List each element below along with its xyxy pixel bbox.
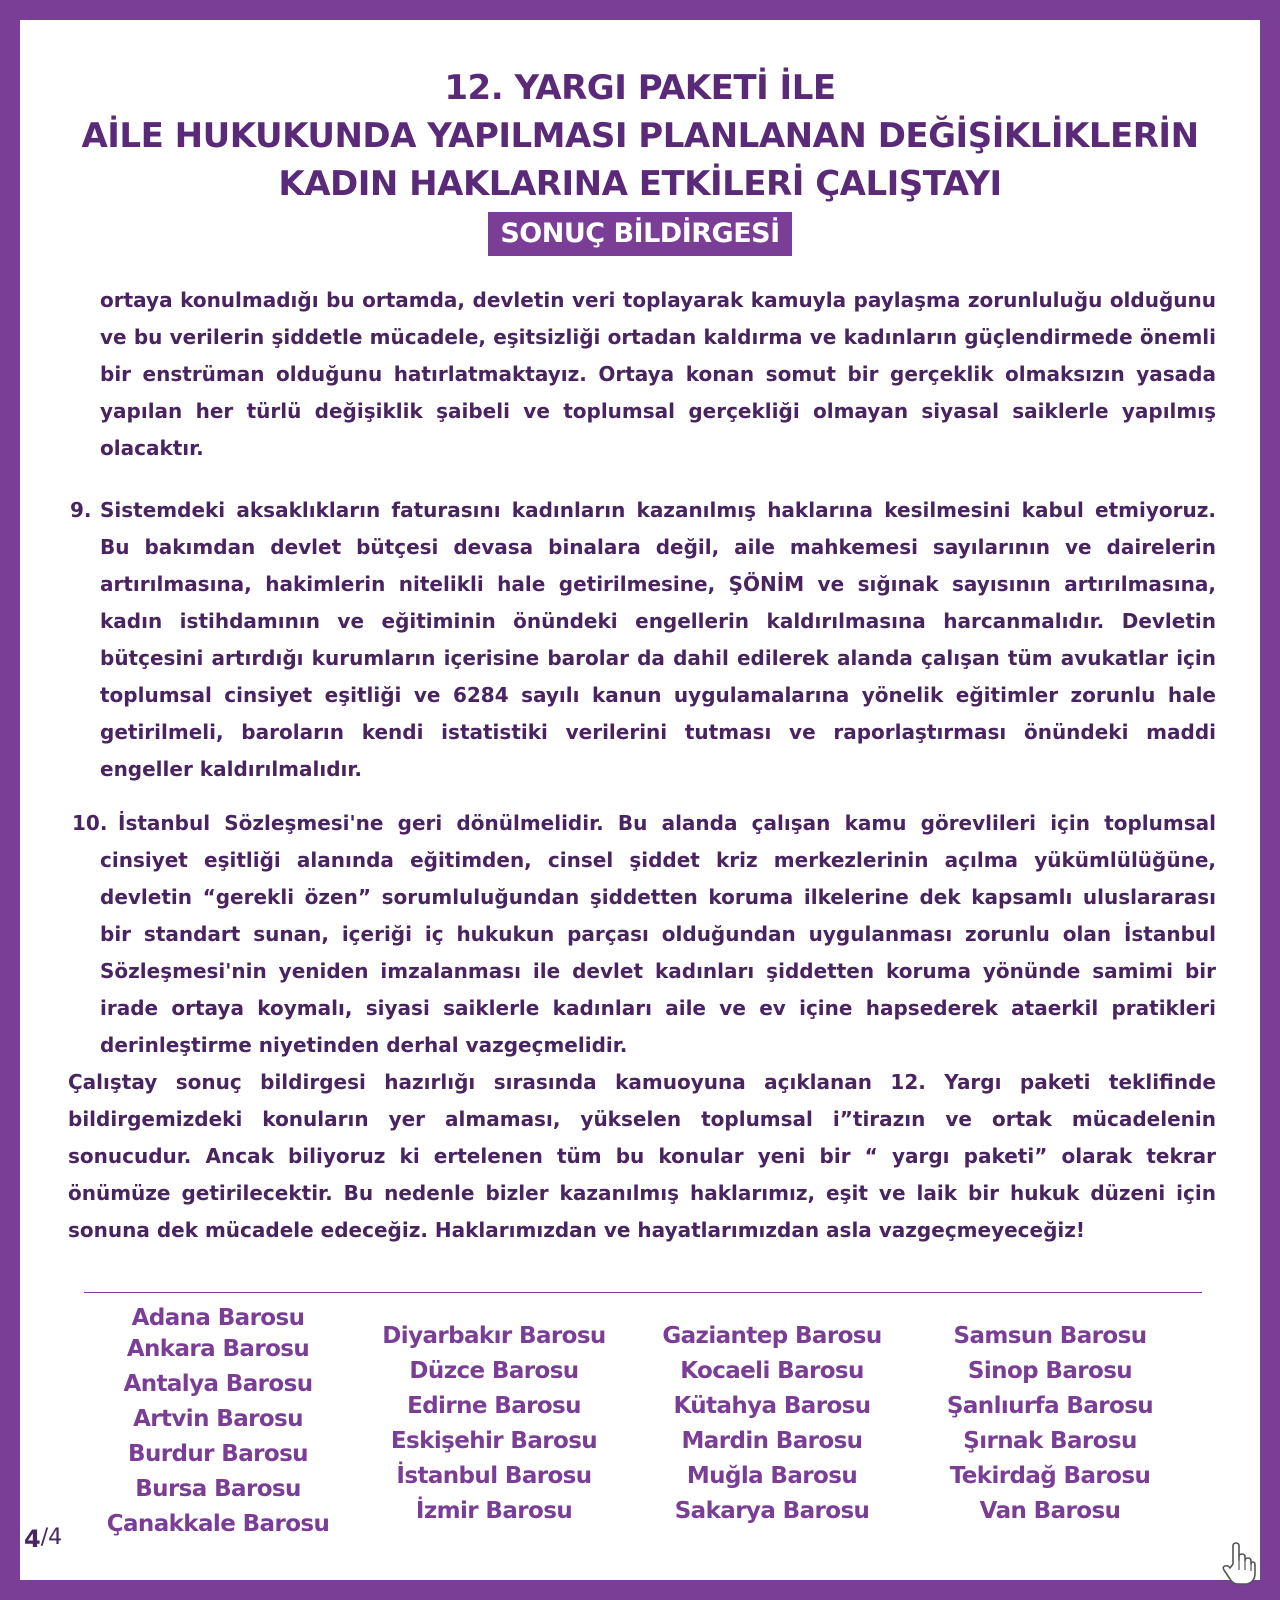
- list-item: [72, 805, 1216, 1064]
- bar-name: Düzce Barosu: [409, 1358, 579, 1384]
- closing-paragraph: Çalıştay sonuç bildirgesi hazırlığı sırasında kamuoyuna açıklanan 12. Yargı paketi teklifinde bildirgemizdeki konuların yer almaması, yükselen toplumsal i”tirazın ve ortak mücadelenin sonucudur. Ancak biliyoruz ki ertelenen tüm bu konular yeni bir “ yargı paketi” olarak tekrar önümüze getirilecektir. Bu nedenle bizler kazanılmış haklarımız, eşit ve laik bir hukuk düzeni için sonuna dek mücadele edeceğiz. Haklarımızdan ve hayatlarımızdan asla vazgeçmeyeceğiz!: [68, 1070, 1216, 1242]
- page-title: [20, 64, 1260, 208]
- bar-name: Burdur Barosu: [128, 1441, 308, 1467]
- bar-name: Adana Barosu: [131, 1305, 305, 1331]
- page-current: 4: [24, 1525, 41, 1553]
- bar-name: İstanbul Barosu: [396, 1463, 592, 1489]
- bar-name: Kocaeli Barosu: [680, 1358, 864, 1384]
- list-item-number: 10.: [72, 811, 108, 835]
- bar-name: İzmir Barosu: [415, 1498, 573, 1524]
- bar-name: Samsun Barosu: [953, 1323, 1147, 1349]
- title-line-2: AİLE HUKUKUNDA YAPILMASI PLANLANAN DEĞİŞİKLİKLERİN: [81, 116, 1199, 156]
- bar-name: Ankara Barosu: [126, 1336, 310, 1362]
- bar-column-1: [78, 1304, 358, 1542]
- title-line-1: 12. YARGI PAKETİ İLE: [444, 68, 836, 108]
- page-number: [24, 1525, 62, 1553]
- bar-name: Edirne Barosu: [407, 1393, 581, 1419]
- list-item-number: 9.: [70, 498, 92, 522]
- hand-pointer-icon[interactable]: [1222, 1540, 1256, 1586]
- list-item-text: İstanbul Sözleşmesi'ne geri dönülmelidir. Bu alanda çalışan kamu görevlileri için toplumsal cinsiyet eşitliği alanında eğitimden, cinsel şiddet kriz merkezlerinin açılma yükümlülüğüne, devletin “gerekli özen” sorumluluğundan şiddetten koruma ilkelerine dek kapsamlı uluslararası bir standart sunan, içeriği iç hukukun parçası olduğundan uygulanması zorunlu olan İstanbul Sözleşmesi'nin yeniden imzalanması ile devlet kadınları şiddetten koruma yönünde samimi bir irade ortaya koymalı, siyasi saiklerle kadınları aile ve ev içine hapsederek ataerkil pratikleri derinleştirme niyetinden derhal vazgeçmelidir.: [100, 811, 1216, 1057]
- page-total: /4: [40, 1525, 63, 1550]
- divider: [84, 1292, 1202, 1293]
- bar-name: Şırnak Barosu: [963, 1428, 1137, 1454]
- bar-name: Sinop Barosu: [967, 1358, 1133, 1384]
- bar-name: Şanlıurfa Barosu: [946, 1393, 1154, 1419]
- bar-name: Sakarya Barosu: [674, 1498, 870, 1524]
- bar-column-4: [910, 1319, 1190, 1529]
- bar-name: Mardin Barosu: [681, 1428, 863, 1454]
- list-item-text: Sistemdeki aksaklıkların faturasını kadınların kazanılmış haklarına kesilmesini kabul etmiyoruz. Bu bakımdan devlet bütçesi devasa binalara değil, aile mahkemesi sayılarının ve dairelerin artırılmasına, hakimlerin nitelikli hale getirilmesine, ŞÖNİM ve sığınak sayısının artırılmasına, kadın istihdamının ve eğitiminin önündeki engellerin kaldırılmasına harcanmalıdır. Devletin bütçesini artırdığı kurumların içerisine barolar da dahil edilerek alanda çalışan tüm avukatlar için toplumsal cinsiyet eşitliği ve 6284 sayılı kanun uygulamalarına yönelik eğitimler zorunlu hale getirilmeli, baroların kendi istatistiki verilerini tutması ve raporlaştırması önündeki maddi engeller kaldırılmalıdır.: [100, 498, 1216, 781]
- bar-name: Artvin Barosu: [133, 1406, 303, 1432]
- continuation-paragraph: ortaya konulmadığı bu ortamda, devletin veri toplayarak kamuyla paylaşma zorunluluğu olduğunu ve bu verilerin şiddetle mücadele, eşitsizliği ortadan kaldırma ve kadınların güçlendirmede önemli bir enstrüman olduğunu hatırlatmaktayız. Ortaya konan somut bir gerçeklik olmaksızın yasada yapılan her türlü değişiklik şaibeli ve toplumsal gerçekliği olmayan siyasal saiklerle yapılmış olacaktır.: [100, 288, 1216, 460]
- bar-name: Çanakkale Barosu: [106, 1511, 330, 1537]
- bar-name: Diyarbakır Barosu: [382, 1323, 606, 1349]
- bar-name: Muğla Barosu: [686, 1463, 858, 1489]
- list-item: [70, 492, 1216, 788]
- bar-name: Antalya Barosu: [123, 1371, 313, 1397]
- bar-column-3: [632, 1319, 912, 1529]
- bar-name: Bursa Barosu: [135, 1476, 301, 1502]
- bar-name: Van Barosu: [979, 1498, 1121, 1524]
- bar-name: Gaziantep Barosu: [662, 1323, 882, 1349]
- bar-name: Kütahya Barosu: [673, 1393, 871, 1419]
- badge-wrapper: [20, 212, 1260, 256]
- title-line-3: KADIN HAKLARINA ETKİLERİ ÇALIŞTAYI: [278, 164, 1002, 204]
- section-badge: SONUÇ BİLDİRGESİ: [488, 212, 791, 256]
- document-page: [20, 20, 1260, 1580]
- bar-column-2: [354, 1319, 634, 1529]
- bar-name: Eskişehir Barosu: [390, 1428, 598, 1454]
- bar-name: Tekirdağ Barosu: [949, 1463, 1151, 1489]
